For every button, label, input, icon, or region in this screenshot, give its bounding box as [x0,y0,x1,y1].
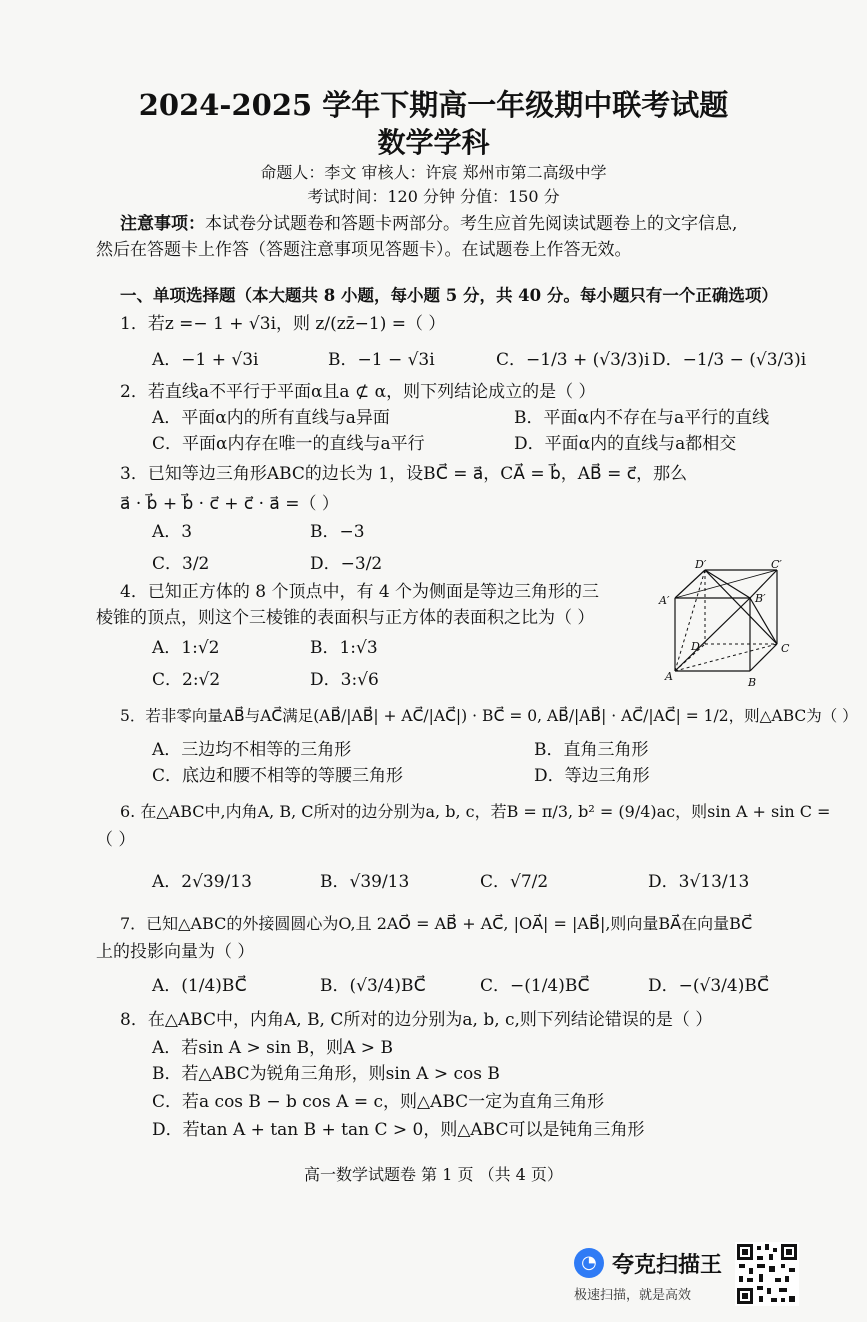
q1-option-d: D．−1/3 − (√3/3)i [652,350,807,370]
scanner-slogan: 极速扫描，就是高效 [574,1288,692,1303]
q5-option-a: A．三边均不相等的三角形 [152,740,352,760]
q4-option-d: D．3:√6 [310,670,379,690]
q1-stem: 1．若z =− 1 + √3i，则 z/(zz̄−1) =（ ） [120,314,446,334]
q6-option-c: C．√7/2 [480,872,549,892]
q8-option-a: A．若sin A > sin B，则A > B [152,1038,393,1058]
q5-option-d: D．等边三角形 [534,766,650,786]
q7-option-b: B．(√3/4)BC⃗ [320,976,426,996]
q5-stem: 5．若非零向量AB⃗与AC⃗满足(AB⃗/|AB⃗| + AC⃗/|AC⃗|) · BC⃗ = 0, AB⃗/|AB⃗| · AC⃗/|AC⃗| = 1/2，则△ABC为（ ） [120,707,858,725]
q2-option-c: C．平面α内存在唯一的直线与a平行 [152,434,425,454]
q2-option-d: D．平面α内的直线与a都相交 [514,434,737,454]
notice-label: 注意事项： [120,214,205,234]
q4-option-a: A．1:√2 [152,638,220,658]
q6-option-d: D．3√13/13 [648,872,750,892]
label-a-prime: A′ [659,594,670,607]
q1-option-a: A．−1 + √3i [152,350,259,370]
q5-option-c: C．底边和腰不相等的等腰三角形 [152,766,404,786]
q1-option-c: C．−1/3 + (√3/3)i [496,350,650,370]
q7-option-d: D．−(√3/4)BC⃗ [648,976,770,996]
q7-stem-2: 上的投影向量为（ ） [96,942,255,962]
q4-stem-2: 棱锥的顶点，则这个三棱锥的表面积与正方体的表面积之比为（ ） [96,608,595,628]
q6-stem: 6. 在△ABC中,内角A, B, C所对的边分别为a, b, c，若B = π/3, b² = (9/4)ac，则sin A + sin C = [120,802,831,821]
q3-option-a: A．3 [152,522,193,542]
label-b: B [748,676,757,689]
scanner-watermark [572,1244,732,1310]
page-footer: 高一数学试题卷 第 1 页 （共 4 页） [304,1165,563,1184]
notice-line-1 [120,212,737,236]
label-c: C [781,642,790,655]
exam-info: 考试时间：120 分钟 分值：150 分 [307,187,560,206]
q3-stem: 3．已知等边三角形ABC的边长为 1，设BC⃗ = a⃗，CA⃗ = b⃗，AB⃗ = c⃗，那么 [120,464,688,484]
q6-option-a: A．2√39/13 [152,872,252,892]
q2-stem: 2．若直线a不平行于平面α且a ⊄ α，则下列结论成立的是（ ） [120,382,596,402]
label-d: D [691,640,700,653]
q3-option-b: B．−3 [310,522,365,542]
q3-option-c: C．3/2 [152,554,210,574]
q4-stem: 4．已知正方体的 8 个顶点中，有 4 个为侧面是等边三角形的三 [120,582,600,602]
notice-text-1: 本试卷分试题卷和答题卡两部分。考生应首先阅读试题卷上的文字信息, [205,214,738,234]
qr-code-icon [735,1242,799,1306]
cube-figure [655,556,795,691]
label-b-prime: B′ [755,592,766,605]
section-heading: 一、单项选择题（本大题共 8 小题，每小题 5 分，共 40 分。每小题只有一个正确选项） [120,286,778,305]
label-a: A [665,670,673,683]
q2-option-b: B．平面α内不存在与a平行的直线 [514,408,770,428]
exam-authors: 命题人：李文 审核人：许宸 郑州市第二高级中学 [260,163,607,182]
label-c-prime: C′ [771,558,782,571]
q8-option-d: D．若tan A + tan B + tan C > 0，则△ABC可以是钝角三角形 [152,1120,645,1140]
exam-subtitle: 数学学科 [377,126,490,159]
q5-option-b: B．直角三角形 [534,740,649,760]
q3-stem-2: a⃗ · b⃗ + b⃗ · c⃗ + c⃗ · a⃗ =（ ） [120,494,339,514]
q3-option-d: D．−3/2 [310,554,383,574]
notice-line-2: 然后在答题卡上作答（答题注意事项见答题卡）。在试题卷上作答无效。 [96,240,632,260]
q8-option-c: C．若a cos B − b cos A = c，则△ABC一定为直角三角形 [152,1092,605,1112]
label-d-prime: D′ [695,558,707,571]
q1-option-b: B．−1 − √3i [328,350,435,370]
q8-option-b: B．若△ABC为锐角三角形，则sin A > cos B [152,1064,500,1084]
q7-option-c: C．−(1/4)BC⃗ [480,976,590,996]
quark-logo-icon: ◔ [574,1248,604,1278]
scanner-name: 夸克扫描王 [612,1253,723,1278]
q4-option-c: C．2:√2 [152,670,221,690]
q2-option-a: A．平面α内的所有直线与a异面 [152,408,390,428]
q8-stem: 8．在△ABC中，内角A, B, C所对的边分别为a, b, c,则下列结论错误的是（ ） [120,1010,713,1030]
q7-stem: 7．已知△ABC的外接圆圆心为O,且 2AO⃗ = AB⃗ + AC⃗, |OA⃗| = |AB⃗|,则向量BA⃗在向量BC⃗ [120,914,753,933]
exam-title: 2024-2025 学年下期高一年级期中联考试题 [138,88,729,122]
q6-option-b: B．√39/13 [320,872,410,892]
q6-stem-2: （ ） [96,830,136,850]
q4-option-b: B．1:√3 [310,638,378,658]
q7-option-a: A．(1/4)BC⃗ [152,976,247,996]
